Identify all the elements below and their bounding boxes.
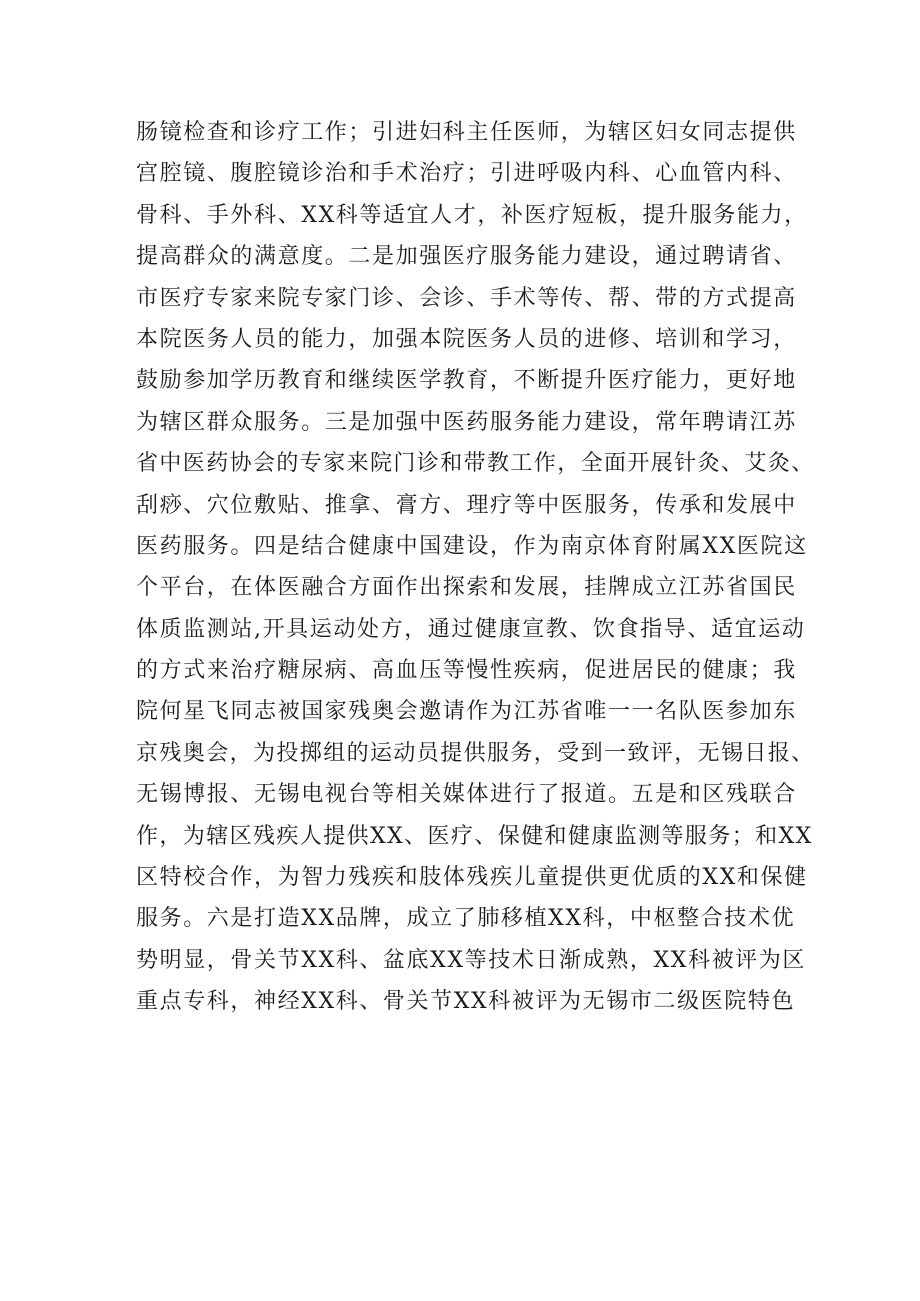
text-line: 体质监测站,开具运动处方，通过健康宣教、饮食指导、适宜运动 [136, 616, 806, 642]
text-line: 重点专科，神经XX科、骨关节XX科被评为无锡市二级医院特色 [136, 989, 796, 1015]
text-line: 作，为辖区残疾人提供XX、医疗、保健和健康监测等服务；和XX [136, 823, 813, 849]
text-line: 宫腔镜、腹腔镜诊治和手术治疗；引进呼吸内科、心血管内科、 [136, 161, 797, 187]
text-line: 个平台，在体医融合方面作出探索和发展，挂牌成立江苏省国民 [136, 575, 797, 601]
text-line: 为辖区群众服务。三是加强中医药服务能力建设，常年聘请江苏 [136, 409, 797, 435]
text-line: 的方式来治疗糖尿病、高血压等慢性疾病，促进居民的健康；我 [136, 658, 797, 684]
text-line: 鼓励参加学历教育和继续医学教育，不断提升医疗能力，更好地 [136, 368, 797, 394]
text-line: 院何星飞同志被国家残奥会邀请作为江苏省唯一一名队医参加东 [136, 699, 797, 725]
text-line: 势明显，骨关节XX科、盆底XX等技术日渐成熟，XX科被评为区 [136, 947, 806, 973]
text-line: 医药服务。四是结合健康中国建设，作为南京体育附属XX医院这 [136, 533, 808, 559]
text-line: 本院医务人员的能力，加强本院医务人员的进修、培训和学习， [136, 326, 797, 352]
text-line: 无锡博报、无锡电视台等相关媒体进行了报道。五是和区残联合 [136, 782, 797, 808]
text-line: 肠镜检查和诊疗工作；引进妇科主任医师，为辖区妇女同志提供 [136, 120, 797, 145]
body-text [136, 112, 816, 1023]
text-line: 区特校合作，为智力残疾和肢体残疾儿童提供更优质的XX和保健 [136, 865, 808, 891]
text-line: 京残奥会，为投掷组的运动员提供服务，受到一致评，无锡日报、 [136, 740, 815, 766]
text-line: 市医疗专家来院专家门诊、会诊、手术等传、帮、带的方式提高 [136, 285, 797, 311]
text-line: 刮痧、穴位敷贴、推拿、膏方、理疗等中医服务，传承和发展中 [136, 492, 797, 518]
text-line: 服务。六是打造XX品牌，成立了肺移植XX科，中枢整合技术优 [136, 906, 796, 932]
text-line: 骨科、手外科、XX科等适宜人才，补医疗短板，提升服务能力， [136, 202, 808, 228]
text-line: 省中医药协会的专家来院门诊和带教工作，全面开展针灸、艾灸、 [136, 451, 815, 477]
text-line: 提高群众的满意度。二是加强医疗服务能力建设，通过聘请省、 [136, 244, 797, 270]
